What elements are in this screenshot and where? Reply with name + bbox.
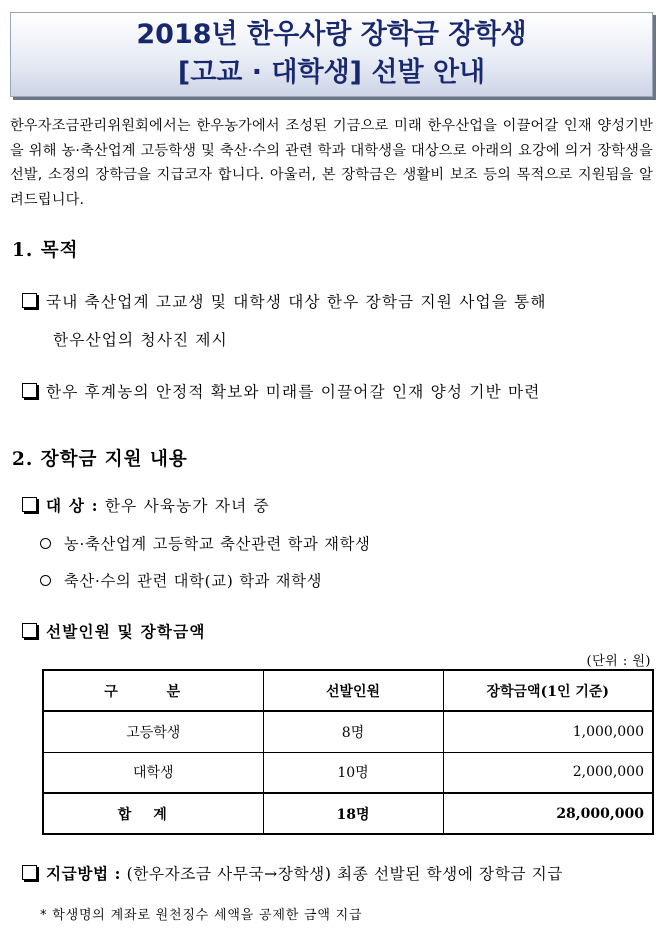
checkbox-square-icon bbox=[22, 623, 37, 638]
circle-bullet-icon bbox=[40, 575, 51, 586]
intro-paragraph: 한우자조금관리위원회에서는 한우농가에서 조성된 기금으로 미래 한우산업을 이끌어갈 인재 양성기반을 위해 농·축산업계 고등학생 및 축산·수의 관련 학과 대학생을 대상으로 아래의 요강에 의거 장학생을 선발, 소정의 장학금을 지급코자 합니다. 아울러, 본 장학금은 생활비 보조 등의 목적으로 지원됨을 알려드립니다. bbox=[10, 118, 653, 208]
title-line-1: 2018년 한우사랑 장학금 장학생 bbox=[136, 19, 527, 50]
table-header-row bbox=[43, 670, 653, 711]
section-1-heading: 1. 목적 bbox=[12, 240, 79, 261]
table-total-row bbox=[43, 793, 653, 834]
cell-total-label: 합계 bbox=[43, 793, 263, 834]
cell-category: 대학생 bbox=[43, 752, 263, 793]
header-count: 선발인원 bbox=[263, 670, 443, 711]
header-amount: 장학금액(1인 기준) bbox=[443, 670, 653, 711]
target-label: 대 상 : bbox=[46, 496, 99, 515]
payment-label: 지급방법 : bbox=[46, 864, 122, 883]
checkbox-square-icon bbox=[22, 293, 37, 308]
table-row bbox=[43, 752, 653, 793]
circle-bullet-icon bbox=[40, 538, 51, 549]
cell-category: 고등학생 bbox=[43, 711, 263, 752]
purpose-item-1 bbox=[22, 290, 547, 312]
target-item bbox=[22, 494, 270, 516]
scholarship-table bbox=[42, 669, 654, 835]
target-value: 한우 사육농가 자녀 중 bbox=[104, 497, 270, 515]
checkbox-square-icon bbox=[22, 497, 37, 512]
purpose-item-1-text: 국내 축산업계 고교생 및 대학생 대상 한우 장학금 지원 사업을 통해 bbox=[46, 293, 547, 311]
header-category: 구 분 bbox=[43, 670, 263, 711]
payment-value: (한우자조금 사무국→장학생) 최종 선발된 학생에 장학금 지급 bbox=[126, 865, 563, 883]
checkbox-square-icon bbox=[22, 865, 37, 880]
target-sub-item-1: 농·축산업계 고등학교 축산관련 학과 재학생 bbox=[40, 533, 371, 554]
section-2-heading: 2. 장학금 지원 내용 bbox=[12, 449, 188, 470]
purpose-item-2-text: 한우 후계농의 안정적 확보와 미래를 이끌어갈 인재 양성 기반 마련 bbox=[46, 383, 541, 401]
payment-item bbox=[22, 862, 563, 884]
purpose-item-1-continued: 한우산업의 청사진 제시 bbox=[53, 331, 228, 349]
title-banner bbox=[10, 12, 653, 97]
unit-label: (단위 : 원) bbox=[586, 654, 651, 669]
selection-label: 선발인원 및 장학금액 bbox=[46, 622, 206, 641]
checkbox-square-icon bbox=[22, 383, 37, 398]
purpose-item-2 bbox=[22, 380, 541, 402]
target-sub-item-2: 축산·수의 관련 대학(교) 학과 재학생 bbox=[40, 570, 322, 591]
cell-amount: 1,000,000 bbox=[443, 711, 653, 752]
cell-amount: 2,000,000 bbox=[443, 752, 653, 793]
footnote: * 학생명의 계좌로 원천징수 세액을 공제한 금액 지급 bbox=[40, 908, 363, 923]
table-row bbox=[43, 711, 653, 752]
selection-heading bbox=[22, 620, 206, 642]
title-line-2: [고교 · 대학생] 선발 안내 bbox=[177, 57, 486, 88]
cell-count: 10명 bbox=[263, 752, 443, 793]
cell-total-amount: 28,000,000 bbox=[443, 793, 653, 834]
cell-count: 8명 bbox=[263, 711, 443, 752]
cell-total-count: 18명 bbox=[263, 793, 443, 834]
